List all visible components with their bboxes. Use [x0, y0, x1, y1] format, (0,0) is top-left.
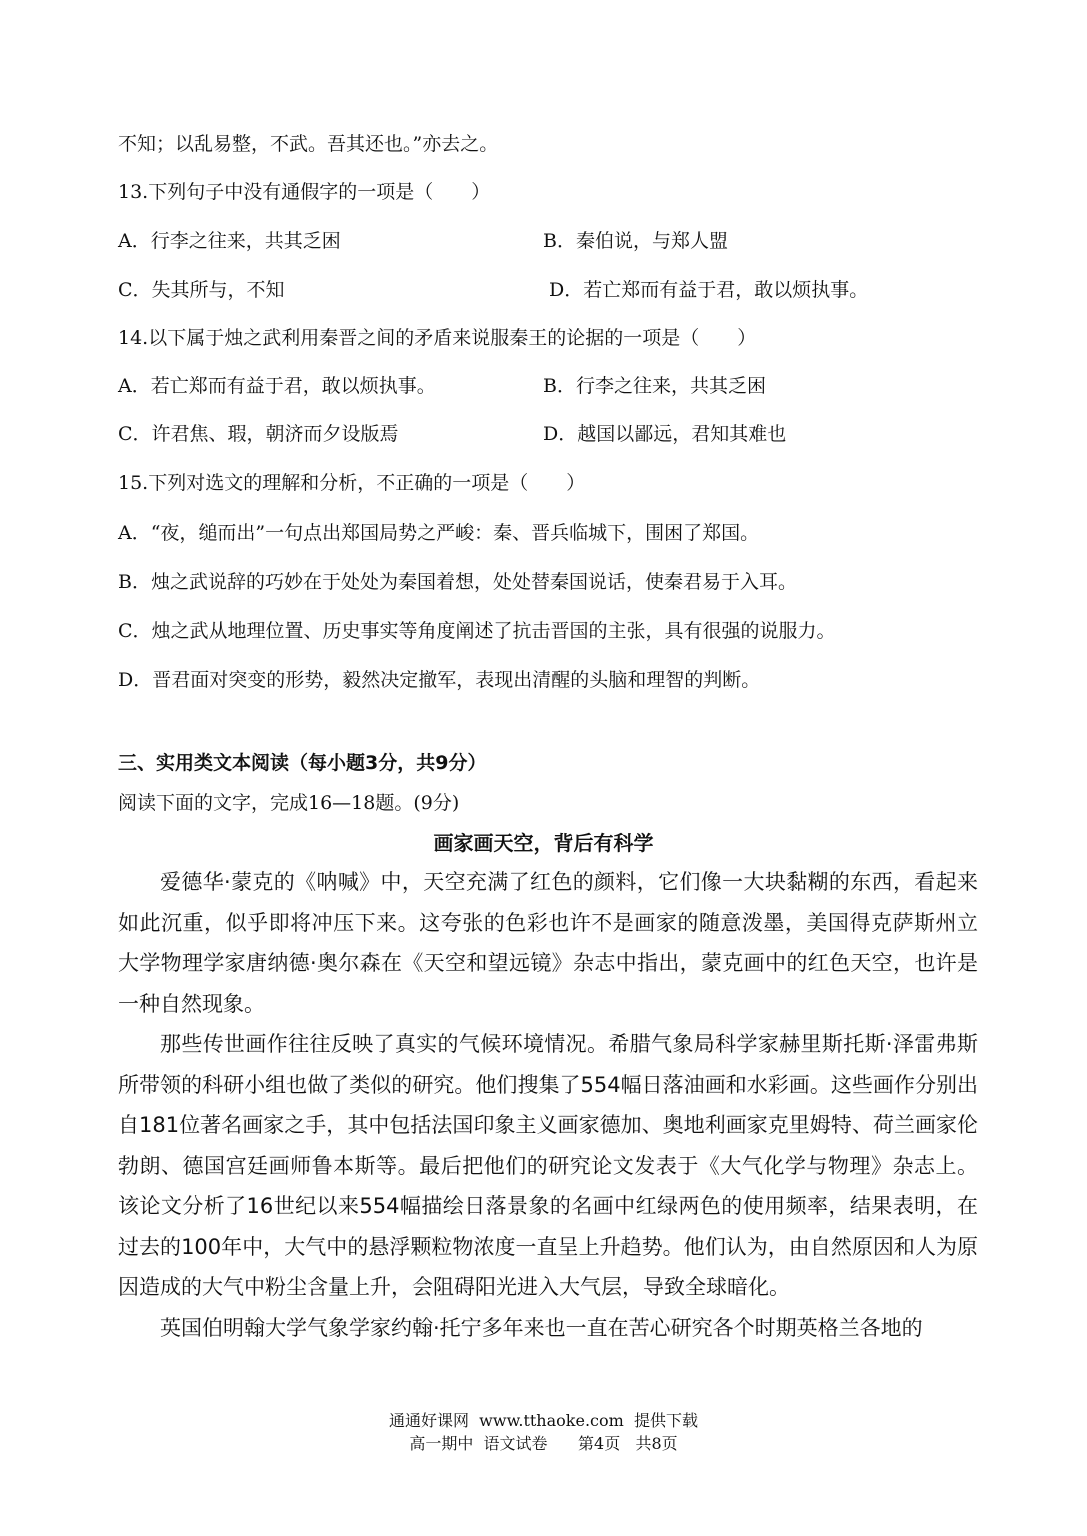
- q14-option-d[interactable]: D．越国以鄙远，君知其难也: [543, 423, 787, 445]
- q15-option-a[interactable]: A．“夜，缒而出”一句点出郑国局势之严峻：秦、晋兵临城下，围困了郑国。: [118, 522, 760, 544]
- q13-option-d[interactable]: D．若亡郑而有益于君，敢以烦执事。: [549, 279, 869, 301]
- question-14-stem: 14.以下属于烛之武利用秦晋之间的矛盾来说服秦王的论据的一项是（ ）: [118, 327, 757, 349]
- q15-option-d[interactable]: D．晋君面对突变的形势，毅然决定撤军，表现出清醒的头脑和理智的判断。: [118, 669, 761, 691]
- article-paragraph: 英国伯明翰大学气象学家约翰·托宁多年来也一直在苦心研究各个时期英格兰各地的: [160, 1315, 923, 1340]
- q14-option-c[interactable]: C．许君焦、瑕，朝济而夕设版焉: [118, 423, 399, 445]
- q15-option-b[interactable]: B．烛之武说辞的巧妙在于处处为秦国着想，处处替秦国说话，使秦君易于入耳。: [118, 571, 797, 593]
- article-paragraph: 爱德华·蒙克的《呐喊》中，天空充满了红色的颜料，它们像一大块黏糊的东西，看起来如此沉重，似乎即将冲压下来。这夸张的色彩也许不是画家的随意泼墨，美国得克萨斯州立大学物理学家唐纳德·奥尔森在《天空和望远镜》杂志中指出，蒙克画中的红色天空，也许是一种自然现象。: [118, 870, 978, 1016]
- footer-source: 通通好课网 www.tthaoke.com 提供下载: [389, 1411, 698, 1430]
- question-13-options-row2: [118, 278, 978, 302]
- q15-option-c[interactable]: C．烛之武从地理位置、历史事实等角度阐述了抗击晋国的主张，具有很强的说服力。: [118, 620, 836, 642]
- question-15-stem: 15.下列对选文的理解和分析，不正确的一项是（ ）: [118, 472, 586, 494]
- passage-tail: 不知；以乱易整，不武。吾其还也。”亦去之。: [118, 133, 499, 155]
- question-14-options-row1: [118, 374, 978, 398]
- q14-option-b[interactable]: B．行李之往来，共其乏困: [543, 375, 766, 397]
- q13-option-a[interactable]: A．行李之往来，共其乏困: [118, 230, 341, 252]
- section-3-heading: 三、实用类文本阅读（每小题3分，共9分）: [118, 752, 487, 774]
- question-14-options-row2: [118, 422, 978, 446]
- article-title: 画家画天空，背后有科学: [433, 831, 654, 855]
- q13-option-b[interactable]: B．秦伯说，与郑人盟: [543, 230, 728, 252]
- question-13-stem: 13.下列句子中没有通假字的一项是（ ）: [118, 181, 491, 203]
- q13-option-c[interactable]: C．失其所与，不知: [118, 279, 285, 301]
- section-3-instruction: 阅读下面的文字，完成16—18题。(9分): [118, 792, 460, 814]
- q14-option-a[interactable]: A．若亡郑而有益于君，敢以烦执事。: [118, 375, 436, 397]
- article-paragraph: 那些传世画作往往反映了真实的气候环境情况。希腊气象局科学家赫里斯托斯·泽雷弗斯所带领的科研小组也做了类似的研究。他们搜集了554幅日落油画和水彩画。这些画作分别出自181位著名画家之手，其中包括法国印象主义画家德加、奥地利画家克里姆特、荷兰画家伦勃朗、德国宫廷画师鲁本斯等。最后把他们的研究论文发表于《大气化学与物理》杂志上。该论文分析了16世纪以来554幅描绘日落景象的名画中红绿两色的使用频率，结果表明，在过去的100年中，大气中的悬浮颗粒物浓度一直呈上升趋势。他们认为，由自然原因和人为原因造成的大气中粉尘含量上升，会阻碍阳光进入大气层，导致全球暗化。: [118, 1032, 978, 1299]
- footer-page-info: 高一期中 语文试卷 第4页 共8页: [409, 1434, 678, 1453]
- question-13-options-row1: [118, 229, 978, 253]
- article-body: [118, 862, 978, 1348]
